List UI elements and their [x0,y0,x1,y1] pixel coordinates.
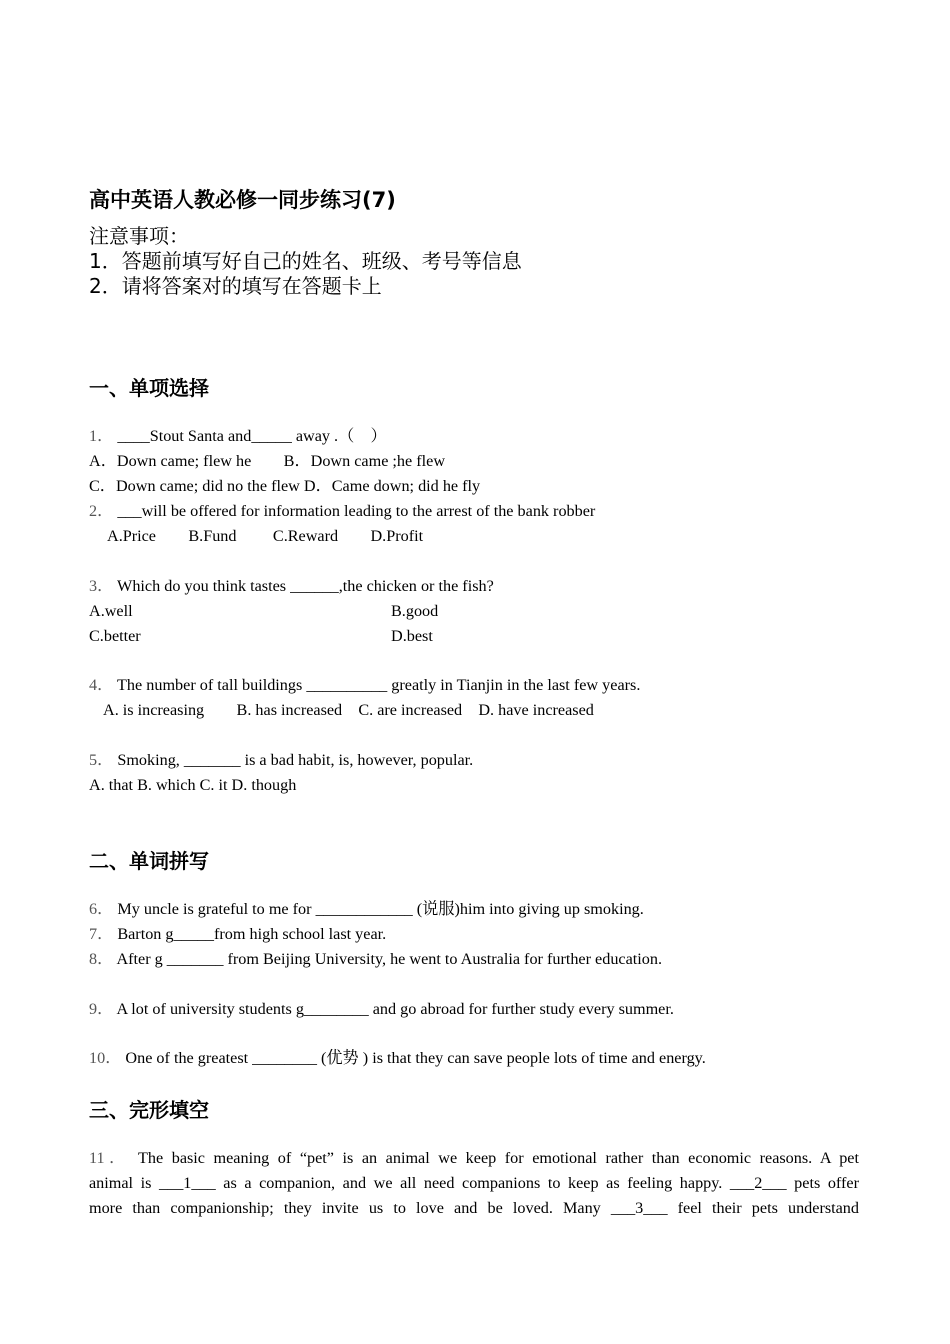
notice-block [89,224,522,299]
question-3-option-c: C.better [89,627,141,645]
question-2-options: A.Price B.Fund C.Reward D.Profit [107,527,424,545]
question-3 [89,576,494,596]
question-9 [89,999,674,1019]
question-4 [89,675,640,695]
question-stem: One of the greatest ________ (优势 ) is that they can save people lots of time and energy. [125,1049,706,1067]
question-4-options: A. is increasing B. has increased C. are increased D. have increased [103,701,594,719]
section-heading-cloze: 三、完形填空 [89,1098,209,1122]
question-stem: ____Stout Santa and_____ away .（ ） [117,427,387,445]
question-8 [89,949,662,969]
question-number: 3． [89,577,114,595]
question-number: 9． [89,1000,114,1018]
question-number: 4． [89,676,114,694]
question-6 [89,899,644,919]
question-number: 6． [89,900,114,918]
question-stem: After g _______ from Beijing University, he went to Australia for further education. [116,950,663,968]
question-number: 2． [89,502,114,520]
question-1-options-cd: C．Down came; did no the flew D．Came down; did he fly [89,477,481,495]
section-heading-single-choice: 一、单项选择 [89,376,209,400]
question-number: 10． [89,1049,122,1067]
question-1 [89,426,387,446]
notice-heading: 注意事项： [89,224,189,248]
page-title: 高中英语人教必修一同步练习(7) [89,188,396,212]
question-stem: ___will be offered for information leading to the arrest of the bank robber [117,502,596,520]
question-3-option-b: B.good [391,602,439,620]
question-1-options-ab: A．Down came; flew he B．Down came ;he flew [89,452,446,470]
notice-item-2: 2．请将答案对的填写在答题卡上 [89,274,382,298]
question-stem: The number of tall buildings __________ greatly in Tianjin in the last few years. [117,676,641,694]
question-number: 8． [89,950,114,968]
question-5-options: A. that B. which C. it D. though [89,776,297,794]
question-3-option-a: A.well [89,602,133,620]
question-number: 7． [89,925,114,943]
passage-line-2: animal is ___1___ as a companion, and we all need companions to keep as feeling happy. ___2___ pets offer [89,1174,859,1192]
section-heading-spelling: 二、单词拼写 [89,849,209,873]
question-stem: My uncle is grateful to me for ____________ (说服)him into giving up smoking. [117,900,644,918]
question-stem: Smoking, _______ is a bad habit, is, however, popular. [117,751,474,769]
question-stem: Barton g_____from high school last year. [117,925,387,943]
question-number: 1． [89,427,114,445]
question-11-passage [89,1146,859,1221]
question-2 [89,501,595,521]
question-stem: Which do you think tastes ______,the chicken or the fish? [117,577,494,595]
question-stem: A lot of university students g________ and go abroad for further study every summer. [116,1000,674,1018]
question-3-option-d: D.best [391,627,433,645]
passage-line-1 [89,1146,859,1171]
notice-item-1: 1．答题前填写好自己的姓名、班级、考号等信息 [89,249,522,273]
passage-line-3: more than companionship; they invite us to love and be loved. Many ___3___ feel their pets understand [89,1199,859,1217]
question-number: 11． [89,1149,130,1167]
passage-text: The basic meaning of “pet” is an animal we keep for emotional rather than economic reasons. A pet [138,1149,859,1167]
question-5 [89,750,473,770]
question-number: 5． [89,751,114,769]
question-10 [89,1048,706,1068]
question-7 [89,924,386,944]
